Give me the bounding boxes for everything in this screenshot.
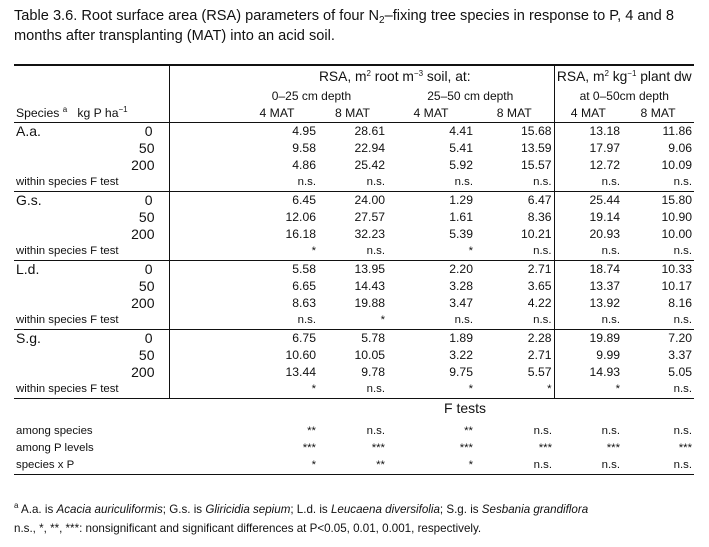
table-cell: 4.86 [292,158,316,172]
table-cell: 7.20 [668,331,693,345]
table-cell: n.s. [236,174,318,192]
table-cell: * [475,381,554,399]
table-cell: 9.06 [668,141,693,155]
rsa-table [14,64,694,475]
table-cell: 13.44 [285,365,316,379]
table-cell: 8.63 [292,296,316,310]
col-header: 8 MAT [475,105,554,123]
table-cell: 12.06 [285,210,316,224]
species-name: S.g. [16,330,41,346]
table-cell: 19.88 [354,296,385,310]
table-cell: 13.95 [354,262,385,276]
table-cell: n.s. [622,457,694,475]
table-cell: 22.94 [354,141,385,155]
table-cell: 5.78 [361,331,385,345]
p-level: 50 [138,278,155,294]
table-cell: * [236,381,318,399]
table-cell: 10.60 [285,348,316,362]
table-cell: n.s. [318,174,387,192]
table-cell: n.s. [622,312,694,330]
p-level: 0 [144,123,153,139]
footnote-significance: n.s., *, **, ***: nonsignificant and significant differences at P<0.05, 0.01, 0.001, respectively. [14,522,482,535]
table-row [14,295,694,312]
table-cell: n.s. [533,425,553,437]
table-cell: 3.22 [449,348,473,362]
table-cell: 2.20 [449,262,473,276]
table-cell: 19.89 [554,330,622,348]
table-cell: 1.89 [449,331,473,345]
table-cell: 5.05 [668,365,693,379]
table-cell: * [236,457,318,475]
table-row [14,157,694,174]
table-cell: 4.41 [449,124,473,138]
table-cell: ** [318,457,387,475]
ftest-label: species x P [14,457,169,475]
species-name: A.a. [16,123,41,139]
p-level: 200 [131,364,155,380]
ftest-label: within species F test [14,381,169,399]
table-cell: * [236,243,318,261]
col-header: 8 MAT [622,105,694,123]
ftest-row-species-x-p [14,457,694,475]
table-cell: 10.00 [661,227,693,241]
table-cell: 13.18 [554,123,622,141]
table-cell: *** [459,442,473,454]
table-cell: 5.57 [527,365,552,379]
table-cell: 3.28 [449,279,473,293]
table-cell: n.s. [475,174,554,192]
table-cell: ** [307,425,316,437]
table-cell: *** [371,442,385,454]
table-row [14,278,694,295]
table-cell: 13.59 [521,141,552,155]
table-cell: n.s. [601,425,621,437]
p-level: 0 [144,330,153,346]
table-header [14,65,694,123]
table-cell: 10.21 [521,227,552,241]
table-cell: n.s. [673,425,693,437]
table-cell: 6.65 [292,279,316,293]
p-level: 50 [138,347,155,363]
table-cell: 4.22 [527,296,552,310]
col-header: 4 MAT [236,105,318,123]
table-row [14,209,694,226]
table-cell: 20.93 [554,226,622,243]
table-cell: 18.74 [554,261,622,279]
header-rsa-plant: RSA, $m^2$ $kg^{-1}$ plant dw [554,65,694,88]
ftest-label: within species F test [14,243,169,261]
table-cell: 9.58 [292,141,316,155]
table-cell: 27.57 [354,210,385,224]
table-cell: n.s. [622,243,694,261]
ftest-label: among P levels [16,442,94,454]
p-level: 50 [138,209,155,225]
table-caption: Table 3.6. Root surface area (RSA) parameters of four $N_2$–fixing tree species in response to P, 4 and 8 months after transplanting (MAT) into an acid soil. [14,8,674,44]
table-cell: 19.14 [554,209,622,226]
table-row [14,347,694,364]
table-cell: n.s. [554,243,622,261]
table-cell: 9.78 [361,365,385,379]
table-cell: 15.68 [521,124,552,138]
p-level: 200 [131,295,155,311]
table-cell: 10.33 [661,262,693,276]
table-cell: 32.23 [354,227,385,241]
table-cell: n.s. [554,312,622,330]
table-cell: * [554,381,622,399]
table-cell: * [387,381,475,399]
table-row-ftest [14,312,694,330]
table-cell: n.s. [475,243,554,261]
header-rsa-soil: RSA, $m^2$ root $m^{-3}$ soil, at: [236,65,554,88]
table-cell: *** [606,442,621,454]
table-cell: * [318,312,387,330]
table-cell: n.s. [622,381,694,399]
col-header: 4 MAT [554,105,622,123]
table-row [14,330,694,348]
table-cell: 10.09 [661,158,693,172]
table-cell: 24.00 [354,193,385,207]
table-cell: 5.41 [449,141,473,155]
table-cell: *** [538,442,553,454]
table-cell: 1.61 [449,210,473,224]
table-body [14,123,694,475]
table-cell: * [387,243,475,261]
table-cell: 16.18 [285,227,316,241]
p-level: 200 [131,157,155,173]
ftest-row-among-p [14,440,694,457]
table-cell: n.s. [387,312,475,330]
table-cell: 2.71 [527,348,552,362]
table-cell: 5.58 [292,262,316,276]
table-cell: 2.71 [527,262,552,276]
header-depth-25-50: 25–50 cm depth [427,89,514,103]
table-cell: * [387,457,475,475]
header-species-p: Species $^a$ kg P $ha^{-1}$ [14,105,169,123]
table-cell: ** [464,425,473,437]
table-cell: 10.90 [661,210,693,224]
table-row [14,192,694,210]
table-cell: 25.44 [554,192,622,210]
table-cell: 13.37 [554,278,622,295]
header-depth-0-25: 0–25 cm depth [271,89,352,103]
table-cell: 3.47 [449,296,473,310]
table-row-ftest [14,174,694,192]
table-cell: 25.42 [354,158,385,172]
table-cell: 8.16 [668,296,693,310]
table-row-ftest [14,381,694,399]
table-cell: 5.92 [449,158,473,172]
table-cell: 17.97 [554,140,622,157]
table-row-ftest [14,243,694,261]
p-level: 50 [138,140,155,156]
p-level: 200 [131,226,155,242]
table-row [14,261,694,279]
table-cell: 6.47 [527,193,552,207]
header-depth-0-50: at 0–50cm depth [554,88,694,105]
table-cell: n.s. [318,243,387,261]
table-row [14,123,694,141]
table-cell: 28.61 [354,124,385,138]
table-cell: 4.95 [292,124,316,138]
species-name: L.d. [16,261,40,277]
ftests-title-row [14,399,694,418]
col-header: 8 MAT [318,105,387,123]
table-cell: n.s. [554,174,622,192]
table-cell: n.s. [475,457,554,475]
table-cell: n.s. [236,312,318,330]
table-cell: n.s. [475,312,554,330]
p-level: 0 [144,261,153,277]
footnote-species: $^a$ A.a. is Acacia auriculiformis; G.s. is Gliricidia sepium; L.d. is Leucaena diversifolia; S.g. is Sesbania grandiflora [14,501,589,516]
table-cell: 14.93 [554,364,622,381]
table-cell: *** [302,442,316,454]
table-cell: 11.86 [662,124,693,138]
table-row [14,364,694,381]
table-cell: 2.28 [527,331,552,345]
ftest-label: within species F test [14,312,169,330]
table-cell: 14.43 [354,279,385,293]
p-level: 0 [144,192,153,208]
table-cell: 6.75 [292,331,316,345]
table-cell: 10.05 [354,348,385,362]
table-cell: n.s. [387,174,475,192]
table-cell: 15.57 [521,158,552,172]
table-cell: 12.72 [554,157,622,174]
ftest-label: among species [16,425,93,437]
table-row [14,140,694,157]
table-cell: *** [678,442,693,454]
table-cell: 9.99 [554,347,622,364]
table-row [14,226,694,243]
col-header: 4 MAT [387,105,475,123]
table-cell: 6.45 [292,193,316,207]
table-cell: 3.65 [527,279,552,293]
table-cell: n.s. [554,457,622,475]
ftests-title: F tests [444,400,487,416]
table-cell: 10.17 [661,279,693,293]
ftest-row-among-species [14,423,694,440]
table-cell: n.s. [366,425,385,437]
table-cell: 9.75 [449,365,473,379]
table-cell: 13.92 [554,295,622,312]
ftest-label: within species F test [14,174,169,192]
table-cell: n.s. [318,381,387,399]
table-cell: 15.80 [661,193,693,207]
species-name: G.s. [16,192,42,208]
table-cell: 3.37 [668,348,693,362]
table-cell: 5.39 [449,227,473,241]
table-cell: n.s. [622,174,694,192]
table-cell: 1.29 [449,193,473,207]
table-cell: 8.36 [527,210,552,224]
